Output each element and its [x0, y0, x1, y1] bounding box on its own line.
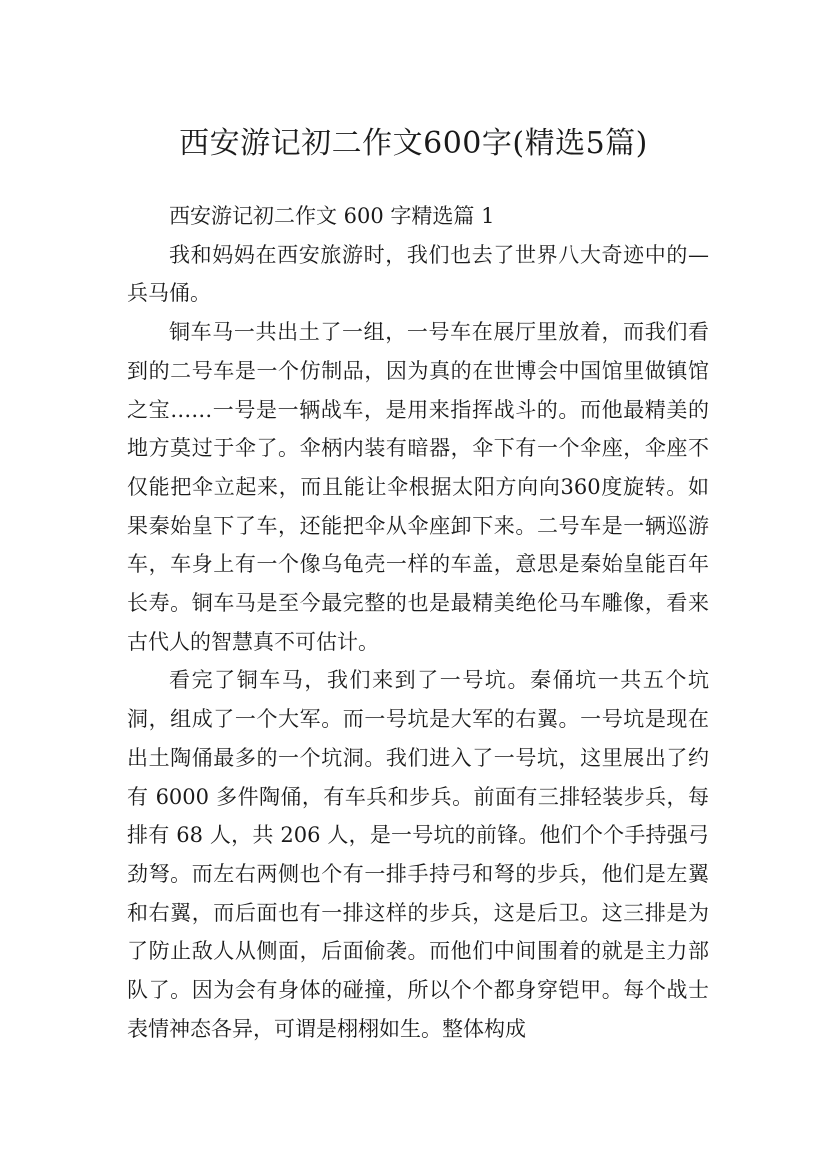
paragraph-2: 铜车马一共出土了一组，一号车在展厅里放着，而我们看到的二号车是一个仿制品，因为真的在世博会中国馆里做镇馆之宝……一号是一辆战车，是用来指挥战斗的。而他最精美的地方莫过于伞了。伞柄内装有暗器，伞下有一个伞座，伞座不仅能把伞立起来，而且能让伞根据太阳方向向360度旋转。如果秦始皇下了车，还能把伞从伞座卸下来。二号车是一辆巡游车，车身上有一个像乌龟壳一样的车盖，意思是秦始皇能百年长寿。铜车马是至今最完整的也是最精美绝伦马车雕像，看来古代人的智慧真不可估计。	[127, 320, 709, 654]
section-heading: 西安游记初二作文 600 字精选篇 1	[169, 204, 495, 228]
document-title: 西安游记初二作文600字(精选5篇)	[179, 126, 648, 162]
paragraph-1: 我和妈妈在西安旅游时，我们也去了世界八大奇迹中的—兵马俑。	[127, 242, 709, 306]
document-body	[127, 197, 709, 1048]
paragraph-3: 看完了铜车马，我们来到了一号坑。秦俑坑一共五个坑洞，组成了一个大军。而一号坑是大军的右翼。一号坑是现在出土陶俑最多的一个坑洞。我们进入了一号坑，这里展出了约有 6000 多件陶俑，有车兵和步兵。前面有三排轻装步兵，每排有 68 人，共 206 人，是一号坑的前锋。他们个个手持强弓劲弩。而左右两侧也个有一排手持弓和弩的步兵，他们是左翼和右翼，而后面也有一排这样的步兵，这是后卫。这三排是为了防止敌人从侧面，后面偷袭。而他们中间围着的就是主力部队了。因为会有身体的碰撞，所以个个都身穿铠甲。每个战士表情神态各异，可谓是栩栩如生。整体构成	[127, 668, 709, 1041]
